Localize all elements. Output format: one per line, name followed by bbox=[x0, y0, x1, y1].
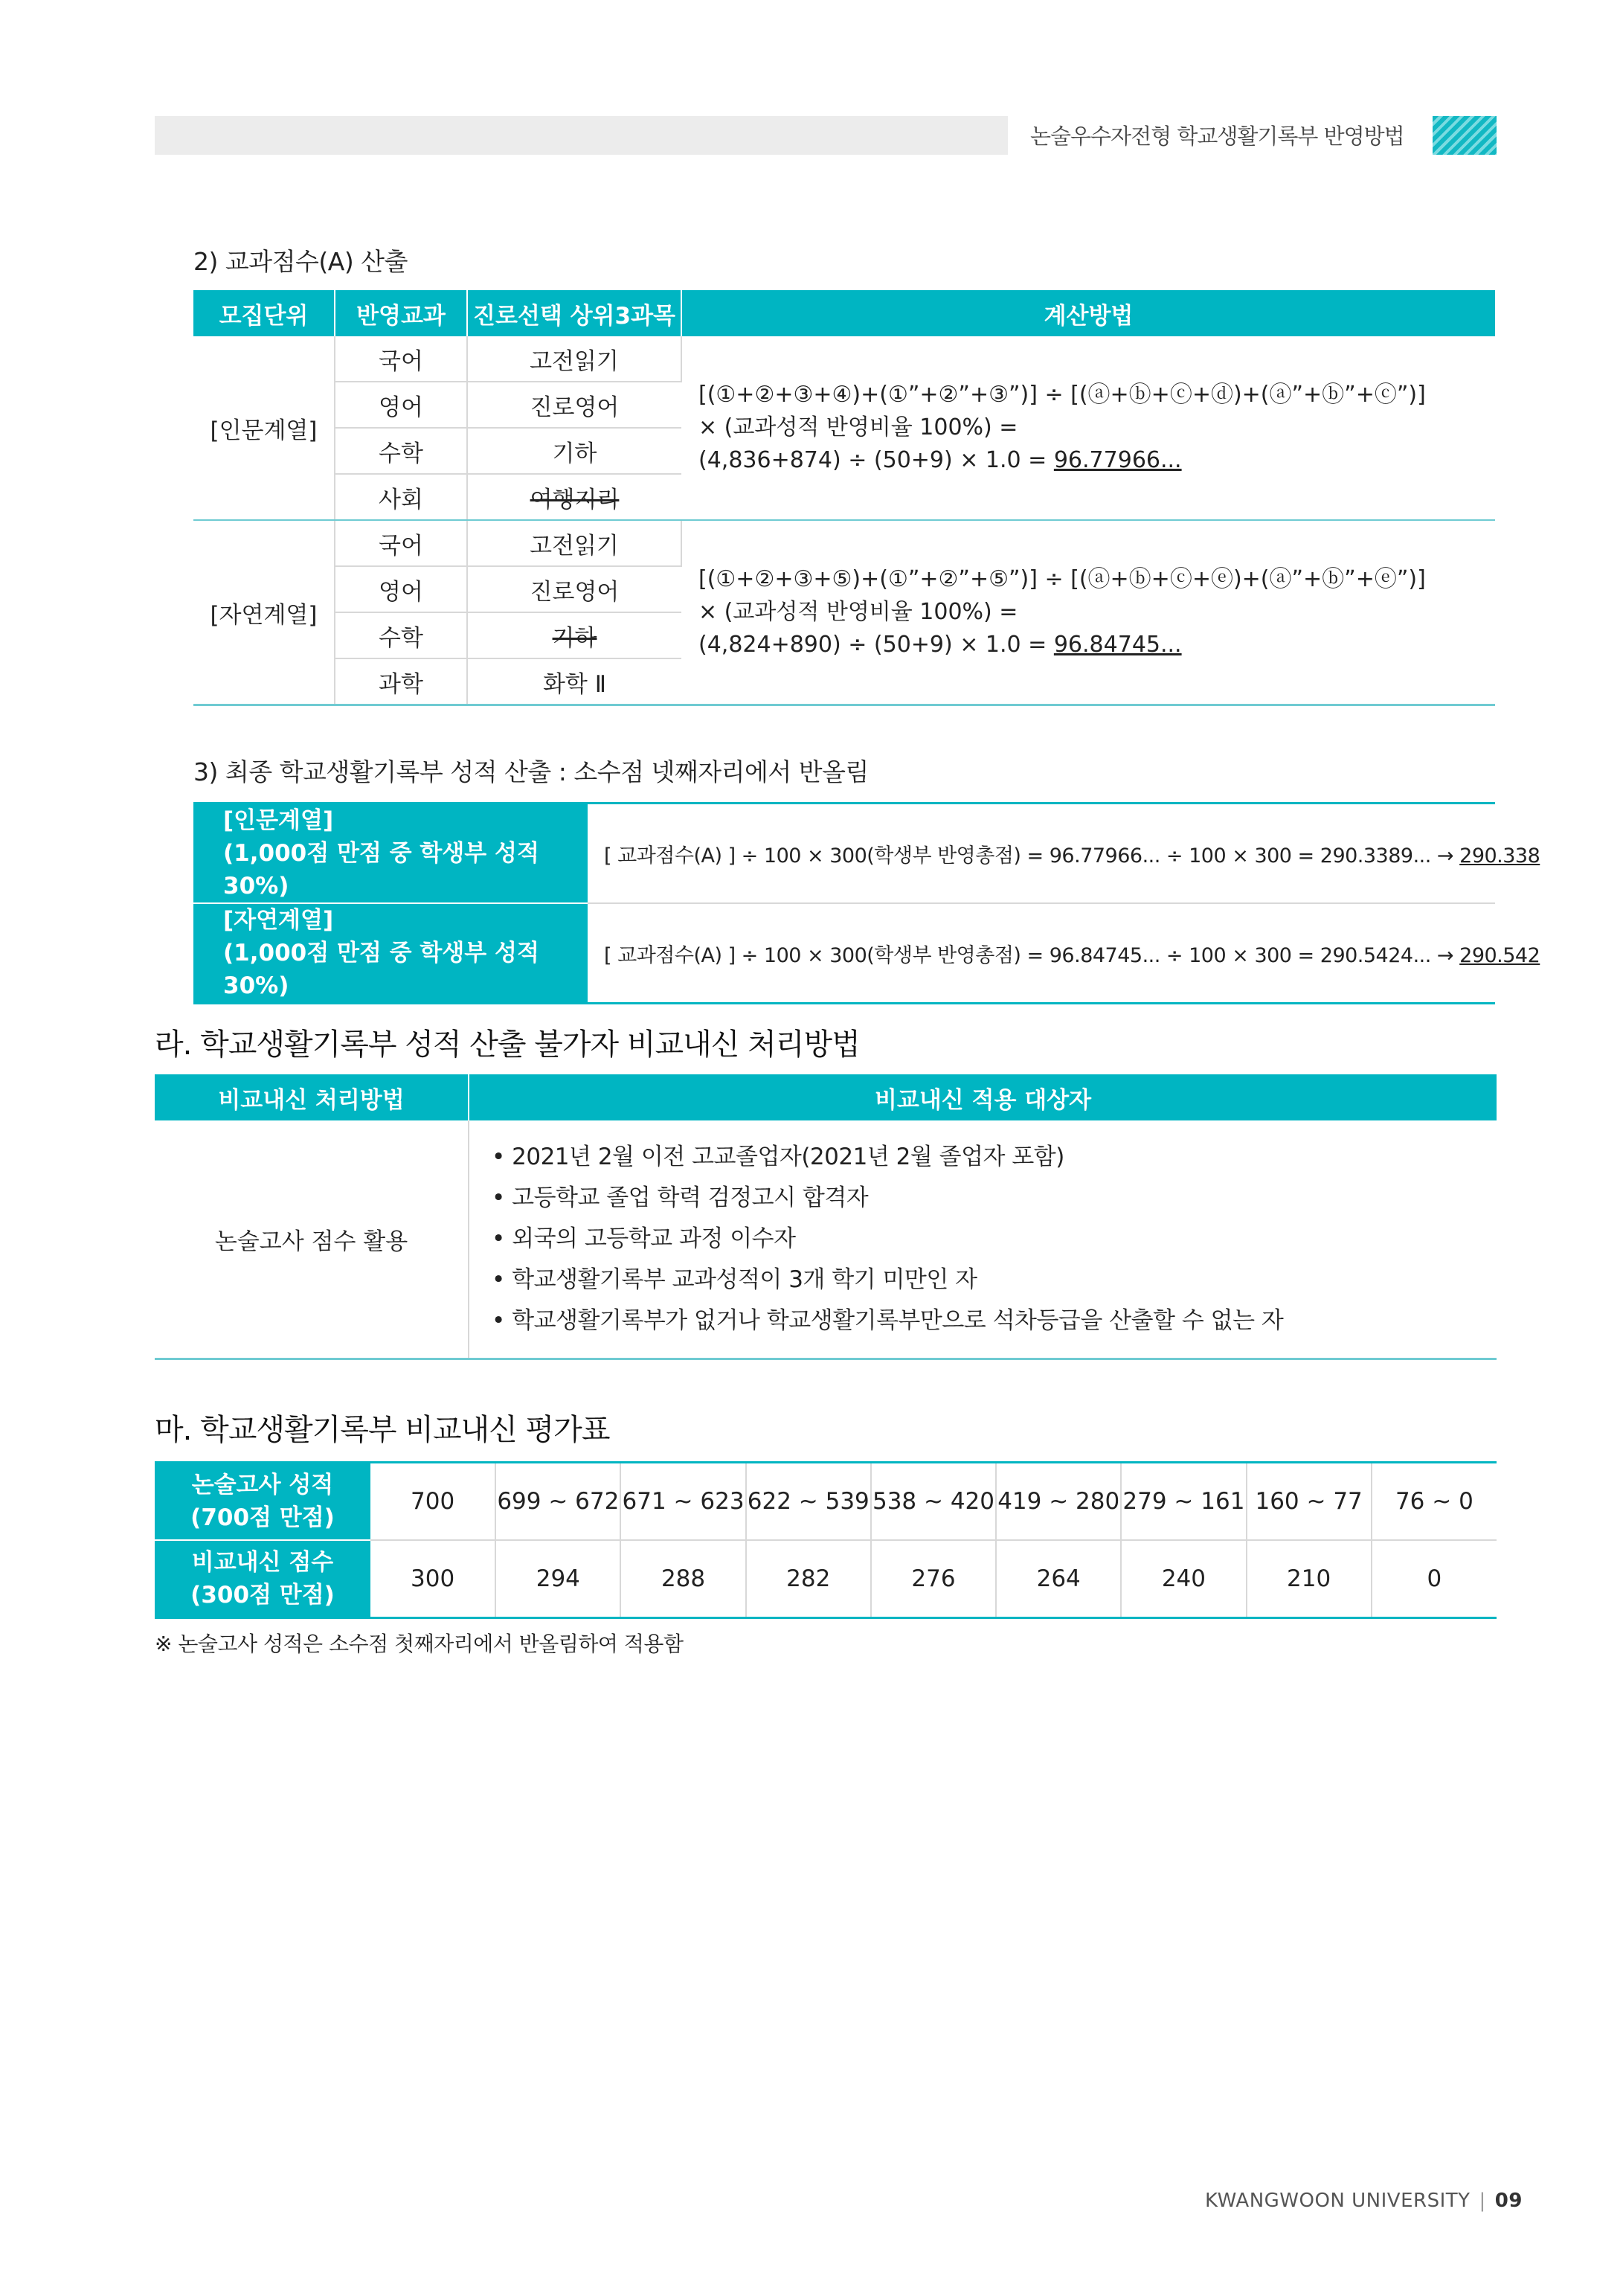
page-number: 09 bbox=[1494, 2190, 1523, 2212]
header-title: 논술우수자전형 학교생활기록부 반영방법 bbox=[1030, 124, 1404, 149]
formula-text: [ 교과점수(A) ] ÷ 100 × 300(학생부 반영총점) = 96.77966... ÷ 100 × 300 = 290.3389... → bbox=[604, 844, 1460, 868]
essay-score-cell: 279 ~ 161 bbox=[1121, 1463, 1246, 1541]
essay-score-cell: 160 ~ 77 bbox=[1247, 1463, 1372, 1541]
subject-cell: 국어 bbox=[335, 336, 467, 382]
page-footer bbox=[1205, 2186, 1523, 2216]
subject-cell: 수학 bbox=[335, 428, 467, 474]
essay-score-cell: 700 bbox=[370, 1463, 495, 1541]
label-line: 논술고사 성적 bbox=[191, 1472, 334, 1498]
formula-line: × (교과성적 반영비율 100%) = bbox=[698, 599, 1018, 625]
final-formula-natural bbox=[588, 903, 1540, 1004]
essay-score-label bbox=[155, 1463, 370, 1541]
course-cell: 진로영어 bbox=[467, 566, 681, 612]
comparative-score-cell: 294 bbox=[495, 1540, 620, 1618]
table-row bbox=[193, 804, 1495, 904]
subject-cell: 영어 bbox=[335, 566, 467, 612]
formula-text: [ 교과점수(A) ] ÷ 100 × 300(학생부 반영총점) = 96.84745... ÷ 100 × 300 = 290.5424... → bbox=[604, 943, 1460, 967]
formula-line: [(①+②+③+④)+(①”+②”+③”)] ÷ [(ⓐ+ⓑ+ⓒ+ⓓ)+(ⓐ”+ⓑ”+ⓒ”)] bbox=[698, 382, 1426, 408]
col-header-subject: 반영교과 bbox=[335, 290, 467, 336]
unit-natural: [자연계열] bbox=[193, 520, 335, 705]
label-line: (700점 만점) bbox=[190, 1504, 335, 1531]
evaluation-note: ※ 논술고사 성적은 소수점 첫째자리에서 반올림하여 적용함 bbox=[155, 1632, 684, 1656]
formula-text: (4,824+890) ÷ (50+9) × 1.0 = bbox=[698, 632, 1054, 658]
essay-score-cell: 699 ~ 672 bbox=[495, 1463, 620, 1541]
essay-score-cell: 76 ~ 0 bbox=[1372, 1463, 1497, 1541]
targets-cell bbox=[469, 1120, 1497, 1359]
label-line: (300점 만점) bbox=[190, 1582, 335, 1609]
footer-separator: | bbox=[1479, 2190, 1486, 2212]
col-header-method: 비교내신 처리방법 bbox=[155, 1074, 469, 1120]
final-label-natural bbox=[193, 903, 588, 1004]
header-bar bbox=[155, 116, 1008, 155]
formula-result: 96.77966... bbox=[1053, 447, 1182, 473]
list-item: • 학교생활기록부 교과성적이 3개 학기 미만인 자 bbox=[492, 1266, 977, 1293]
table-row bbox=[193, 520, 1495, 566]
label-line: (1,000점 만점 중 학생부 성적 30%) bbox=[223, 840, 539, 900]
formula-result: 96.84745... bbox=[1053, 632, 1182, 658]
comparative-score-cell: 282 bbox=[746, 1540, 871, 1618]
formula-text: (4,836+874) ÷ (50+9) × 1.0 = bbox=[698, 447, 1054, 473]
essay-score-cell: 419 ~ 280 bbox=[996, 1463, 1121, 1541]
comparative-score-cell: 240 bbox=[1121, 1540, 1246, 1618]
formula-line: [(①+②+③+⑤)+(①”+②”+⑤”)] ÷ [(ⓐ+ⓑ+ⓒ+ⓔ)+(ⓐ”+ⓑ”+ⓔ”)] bbox=[698, 566, 1426, 592]
subject-score-table bbox=[193, 290, 1495, 706]
course-cell: 화학 Ⅱ bbox=[467, 658, 681, 705]
essay-score-cell: 538 ~ 420 bbox=[871, 1463, 996, 1541]
course-cell: 기하 bbox=[467, 612, 681, 658]
list-item: • 학교생활기록부가 없거나 학교생활기록부만으로 석차등급을 산출할 수 없는 자 bbox=[492, 1307, 1284, 1334]
final-result: 290.338 bbox=[1459, 844, 1540, 868]
comparative-score-cell: 210 bbox=[1247, 1540, 1372, 1618]
table-row bbox=[193, 336, 1495, 382]
comparative-score-cell: 264 bbox=[996, 1540, 1121, 1618]
section3-heading: 3) 최종 학교생활기록부 성적 산출 : 소수점 넷째자리에서 반올림 bbox=[193, 757, 869, 786]
essay-score-cell: 671 ~ 623 bbox=[620, 1463, 745, 1541]
col-header-targets: 비교내신 적용 대상자 bbox=[469, 1074, 1497, 1120]
list-item: • 2021년 2월 이전 고교졸업자(2021년 2월 졸업자 포함) bbox=[492, 1144, 1064, 1170]
formula-line bbox=[698, 629, 1495, 661]
targets-list bbox=[469, 1120, 1497, 1358]
list-item: • 고등학교 졸업 학력 검정고시 합격자 bbox=[492, 1184, 869, 1211]
formula-line bbox=[698, 444, 1495, 477]
comparative-method-table bbox=[155, 1074, 1497, 1360]
comparative-score-cell: 276 bbox=[871, 1540, 996, 1618]
final-result: 290.542 bbox=[1459, 943, 1540, 967]
final-label-humanities bbox=[193, 804, 588, 904]
formula-humanities bbox=[681, 336, 1495, 520]
comparative-evaluation-table bbox=[155, 1461, 1497, 1619]
comparative-score-label bbox=[155, 1540, 370, 1618]
label-line: [인문계열] bbox=[223, 807, 334, 834]
table-row bbox=[193, 903, 1495, 1004]
label-line: 비교내신 점수 bbox=[191, 1549, 334, 1576]
col-header-course: 진로선택 상위3과목 bbox=[467, 290, 681, 336]
col-header-method: 계산방법 bbox=[681, 290, 1495, 336]
table-row bbox=[155, 1540, 1497, 1618]
section-ra-heading: 라. 학교생활기록부 성적 산출 불가자 비교내신 처리방법 bbox=[155, 1027, 860, 1062]
label-line: [자연계열] bbox=[223, 907, 334, 934]
comparative-score-cell: 300 bbox=[370, 1540, 495, 1618]
formula-line: × (교과성적 반영비율 100%) = bbox=[698, 414, 1018, 440]
formula-natural bbox=[681, 520, 1495, 705]
footer-university: KWANGWOON UNIVERSITY bbox=[1205, 2190, 1471, 2212]
final-score-table bbox=[193, 802, 1540, 1004]
course-cell: 고전읽기 bbox=[467, 520, 681, 566]
col-header-unit: 모집단위 bbox=[193, 290, 335, 336]
subject-cell: 영어 bbox=[335, 382, 467, 428]
comparative-score-cell: 288 bbox=[620, 1540, 745, 1618]
course-cell: 진로영어 bbox=[467, 382, 681, 428]
subject-cell: 수학 bbox=[335, 612, 467, 658]
final-formula-humanities bbox=[588, 804, 1540, 904]
subject-cell: 국어 bbox=[335, 520, 467, 566]
header-stripe-decoration bbox=[1433, 116, 1497, 155]
subject-cell: 사회 bbox=[335, 474, 467, 520]
label-line: (1,000점 만점 중 학생부 성적 30%) bbox=[223, 940, 539, 999]
section2-heading: 2) 교과점수(A) 산출 bbox=[193, 247, 408, 276]
essay-score-cell: 622 ~ 539 bbox=[746, 1463, 871, 1541]
list-item: • 외국의 고등학교 과정 이수자 bbox=[492, 1225, 796, 1252]
table-row bbox=[155, 1120, 1497, 1359]
method-cell: 논술고사 점수 활용 bbox=[155, 1120, 469, 1359]
course-cell: 여행지리 bbox=[467, 474, 681, 520]
table-row bbox=[155, 1463, 1497, 1541]
comparative-score-cell: 0 bbox=[1372, 1540, 1497, 1618]
course-cell: 기하 bbox=[467, 428, 681, 474]
unit-humanities: [인문계열] bbox=[193, 336, 335, 520]
course-cell: 고전읽기 bbox=[467, 336, 681, 382]
subject-cell: 과학 bbox=[335, 658, 467, 705]
section-ma-heading: 마. 학교생활기록부 비교내신 평가표 bbox=[155, 1413, 610, 1447]
